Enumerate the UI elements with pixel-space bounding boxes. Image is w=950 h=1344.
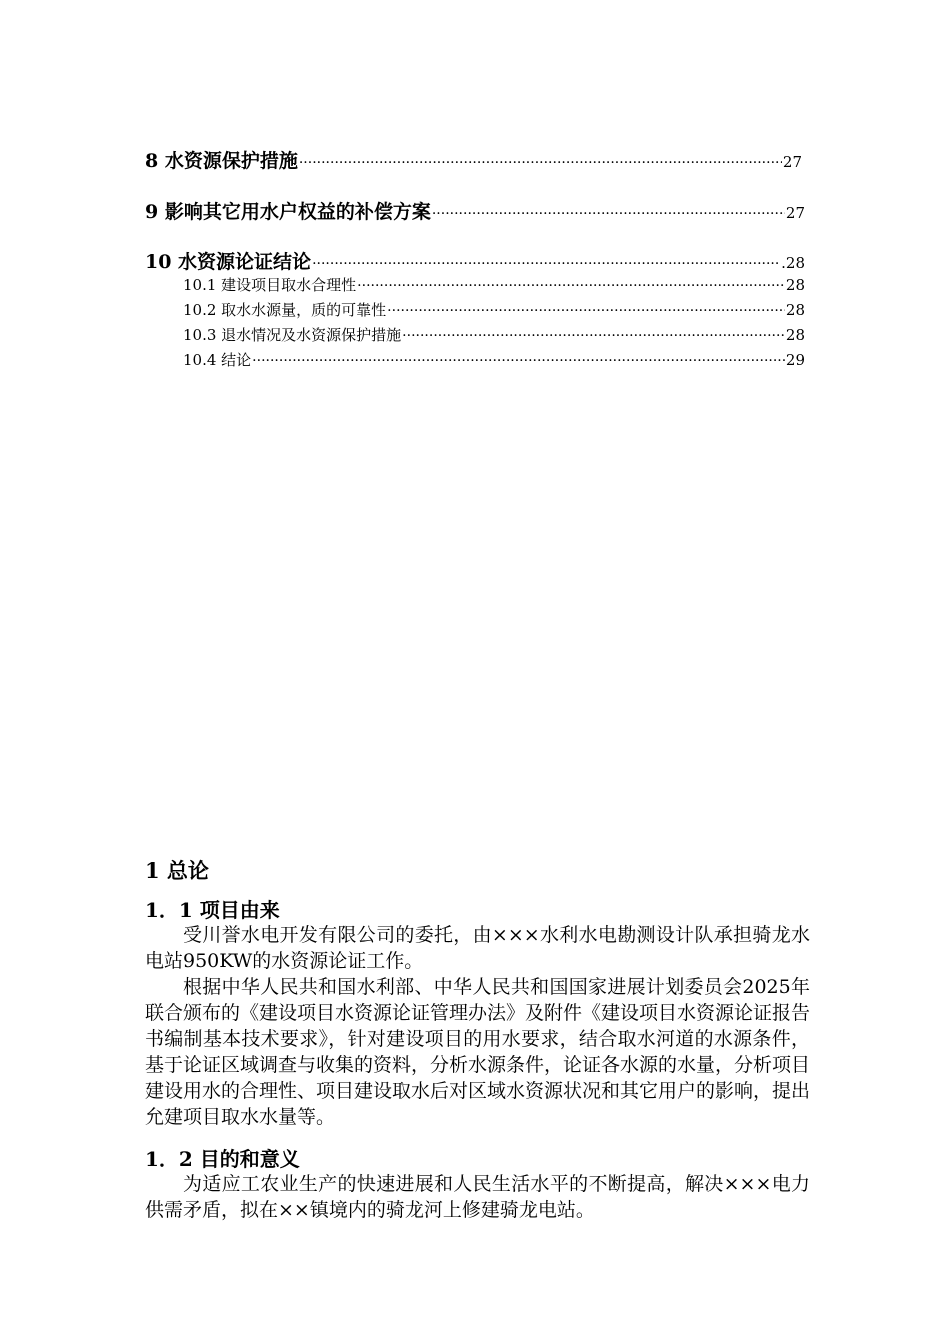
toc-entry-10-4[interactable] [183,349,805,371]
toc-leader-dots [432,201,785,225]
toc-entry-page: 27 [782,153,802,171]
section-title-1-1: 1．1 项目由来 [145,898,280,922]
toc-entry-8[interactable] [145,148,802,174]
toc-entry-page: 28 [785,301,805,319]
toc-entry-label: 10.1 建设项目取水合理性 [183,276,357,294]
toc-entry-10-3[interactable] [183,324,805,346]
toc-entry-label: 10 水资源论证结论 [145,251,312,273]
toc-leader-dots [387,300,785,321]
toc-leader-dots [402,325,785,346]
paragraph: 为适应工农业生产的快速进展和人民生活水平的不断提高，解决×××电力供需矛盾，拟在××镇境内的骑龙河上修建骑龙电站。 [145,1173,810,1221]
toc-leader-dots [252,350,785,371]
toc-leader-dots [312,251,780,275]
chapter-title: 1 总论 [145,858,209,883]
toc-entry-label: 10.2 取水水源量，质的可靠性 [183,301,387,319]
toc-entry-page: 28 [785,326,805,344]
toc-entry-10-2[interactable] [183,299,805,321]
toc-leader-dots [357,275,785,296]
toc-entry-label: 9 影响其它用水户权益的补偿方案 [145,201,431,223]
toc-entry-page: .28 [781,254,805,272]
toc-entry-label: 10.4 结论 [183,351,252,369]
toc-entry-page: 29 [785,351,805,369]
paragraph: 受川誉水电开发有限公司的委托，由×××水利水电勘测设计队承担骑龙水电站950KW的水资源论证工作。 [145,924,810,972]
section-title-1-2: 1．2 目的和意义 [145,1147,300,1171]
toc-entry-label: 8 水资源保护措施 [145,150,298,172]
paragraph: 根据中华人民共和国水利部、中华人民共和国国家进展计划委员会2025年联合颁布的《建设项目水资源论证管理办法》及附件《建设项目水资源论证报告书编制基本技术要求》，针对建设项目的用水要求，结合取水河道的水源条件，基于论证区域调查与收集的资料，分析水源条件，论证各水源的水量，分析项目建设用水的合理性、项目建设取水后对区域水资源状况和其它用户的影响，提出允建项目取水水量等。 [145,976,811,1128]
toc-entry-page: 28 [785,276,805,294]
toc-entry-10[interactable] [145,249,805,275]
toc-entry-10-1[interactable] [183,274,805,296]
toc-entry-label: 10.3 退水情况及水资源保护措施 [183,326,402,344]
toc-entry-9[interactable] [145,199,805,225]
toc-entry-page: 27 [785,204,805,222]
toc-leader-dots [299,150,782,174]
